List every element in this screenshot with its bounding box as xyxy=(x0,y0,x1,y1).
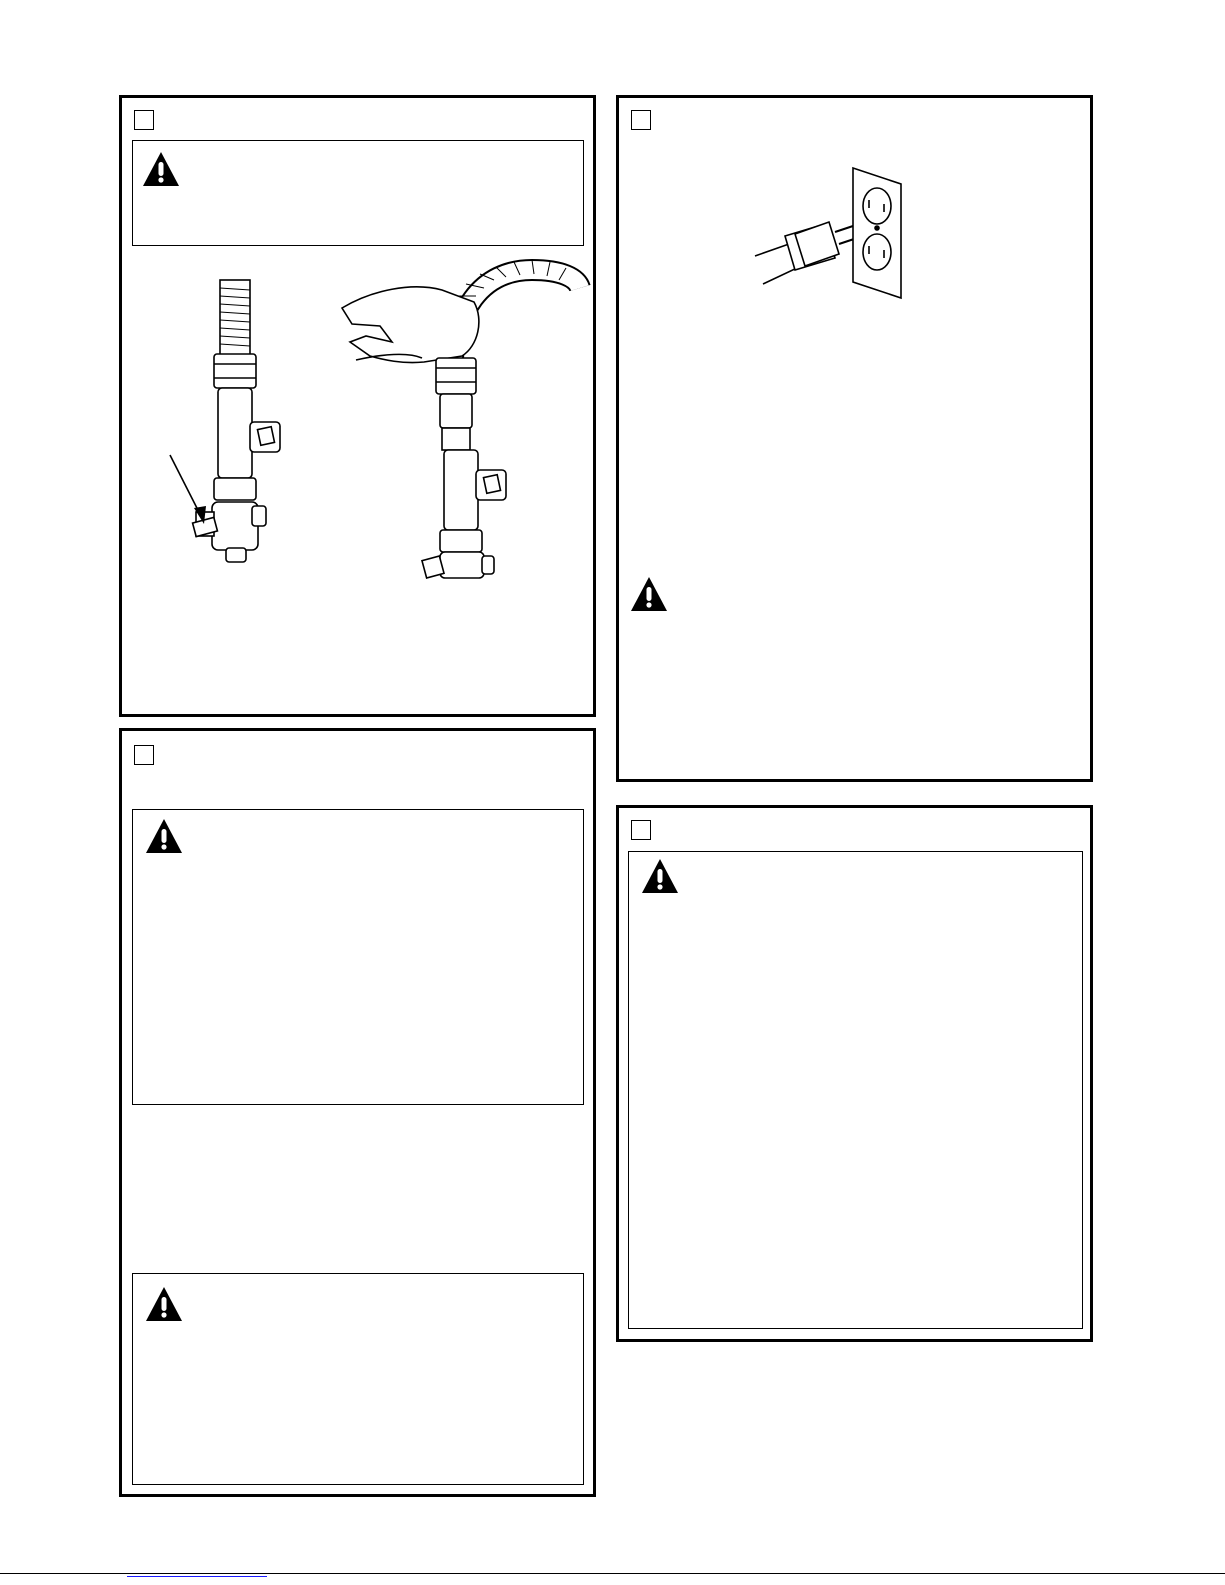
warning-icon xyxy=(641,858,679,894)
warning-box xyxy=(132,140,584,246)
footer-link-underline[interactable] xyxy=(127,1576,267,1577)
warning-icon xyxy=(145,1286,183,1322)
step-number-box xyxy=(134,745,154,765)
warning-box xyxy=(132,1273,584,1485)
electrical-outlet-panel xyxy=(616,95,1093,782)
warning-icon xyxy=(142,151,180,187)
footer-rule xyxy=(0,1573,1225,1574)
step-number-box xyxy=(631,820,651,840)
step-number-box xyxy=(134,110,154,130)
gas-valve-illustration xyxy=(122,250,599,580)
right-lower-panel xyxy=(616,805,1093,1342)
left-lower-panel xyxy=(119,728,596,1497)
plug-and-outlet-illustration xyxy=(749,160,949,300)
warning-icon xyxy=(630,576,668,612)
warning-icon xyxy=(145,818,183,854)
warning-box xyxy=(628,851,1083,1329)
step-number-box xyxy=(631,110,651,130)
gas-shutoff-panel xyxy=(119,95,596,717)
warning-box xyxy=(132,809,584,1105)
